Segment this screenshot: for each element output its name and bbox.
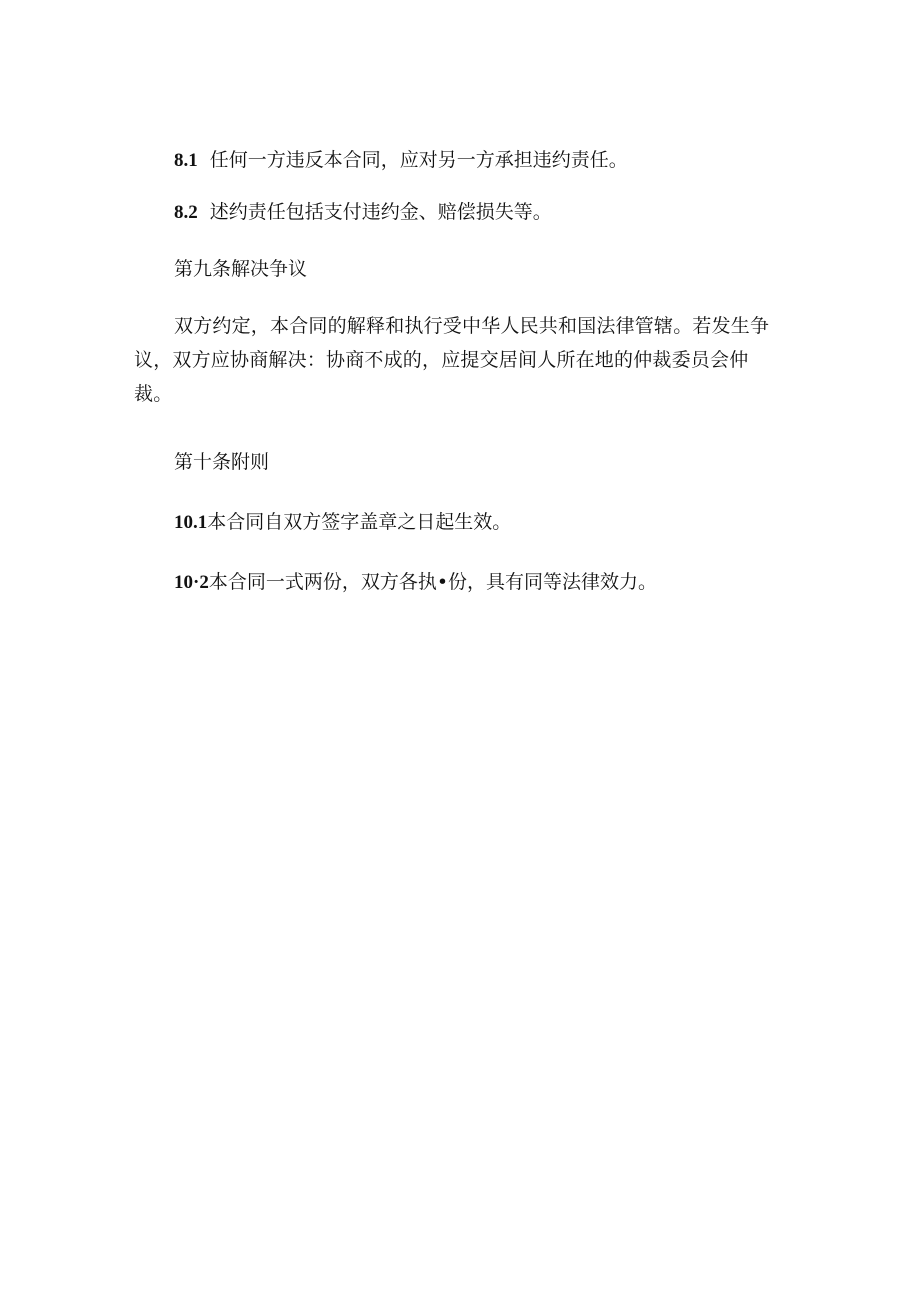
clause-10-2 — [134, 565, 822, 600]
heading-text: 第十条附则 — [174, 451, 270, 473]
clause-text: 本合同自双方签字盖章之日起生效。 — [207, 511, 512, 533]
clause-8-1 — [134, 143, 822, 178]
body-text: 双方约定，本合同的解释和执行受中华人民共和国法律管辖。若发生争议，双方应协商解决：协商不成的，应提交居间人所在地的仲裁委员会仲裁。 — [134, 315, 770, 405]
article-9-heading — [134, 252, 822, 286]
clause-text: 述约责任包括支付违约金、赔偿损失等。 — [209, 201, 552, 223]
clause-number: 8.2 — [174, 202, 198, 223]
clause-number: 8.1 — [174, 150, 198, 171]
clause-10-1 — [134, 505, 822, 540]
article-10-heading — [134, 445, 822, 479]
clause-number: 10.1 — [174, 512, 208, 533]
clause-8-2 — [134, 195, 822, 230]
clause-number: 10·2 — [174, 572, 209, 593]
article-9-body — [134, 309, 782, 417]
heading-text: 第九条解决争议 — [174, 258, 308, 280]
clause-text: 任何一方违反本合同，应对另一方承担违约责任。 — [209, 149, 628, 171]
clause-text: 本合同一式两份，双方各执•份，具有同等法律效力。 — [208, 571, 658, 593]
